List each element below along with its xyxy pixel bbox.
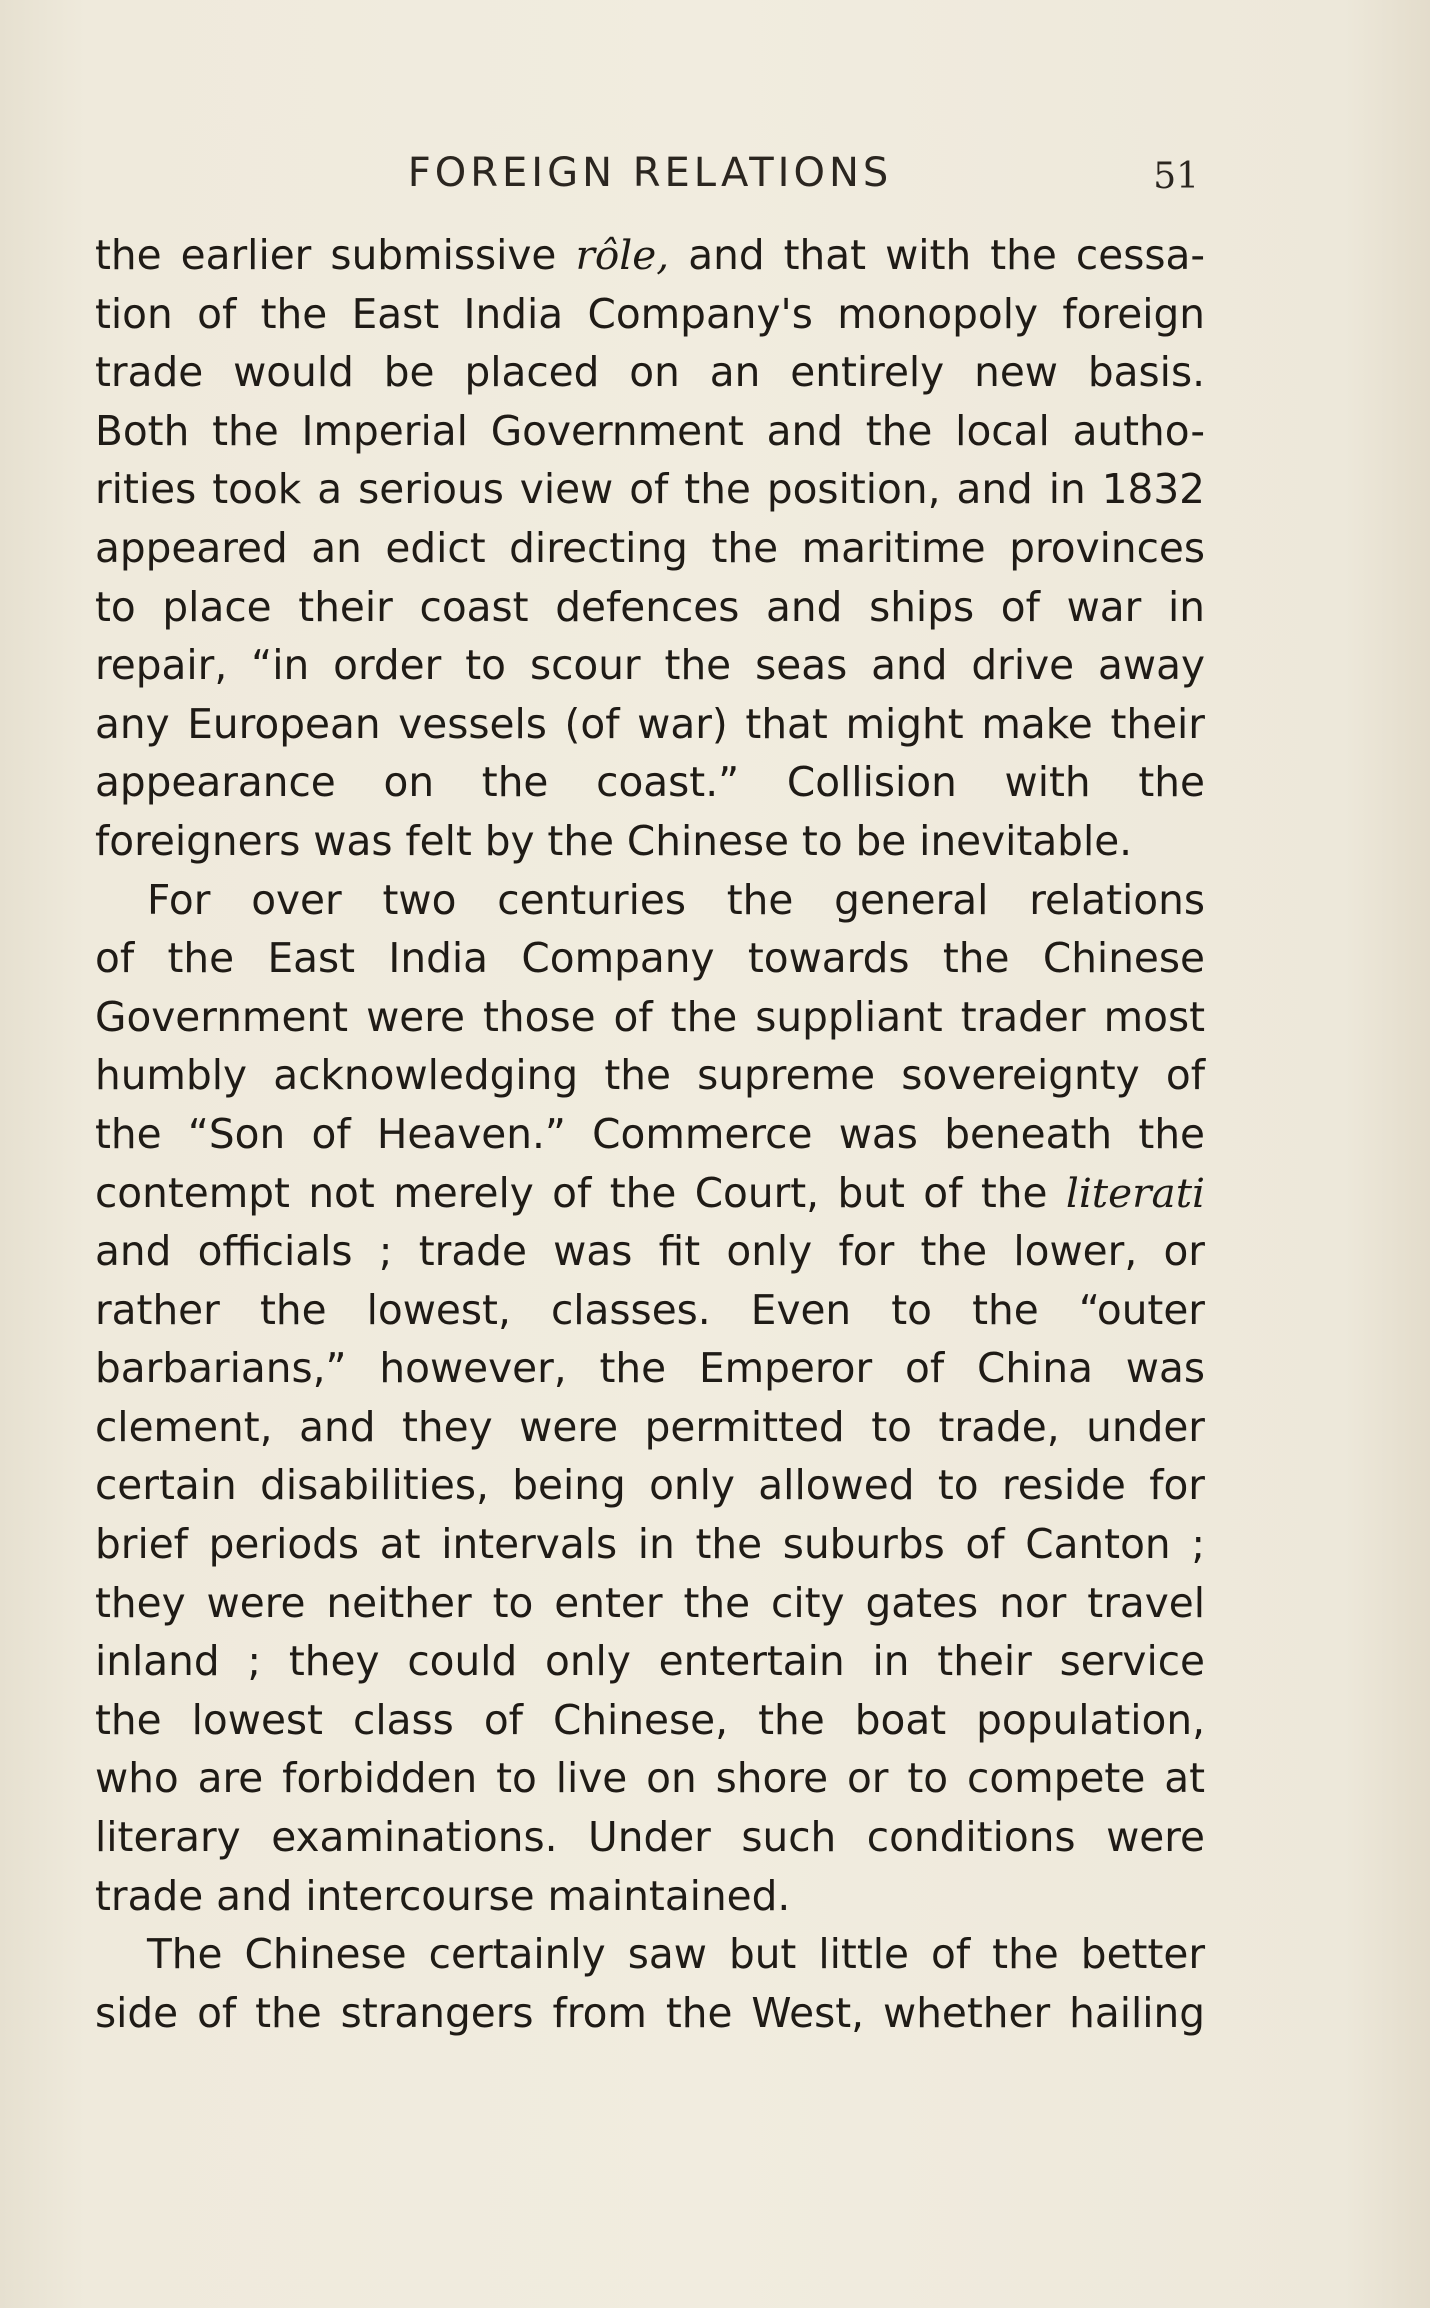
text-line <box>95 636 1205 695</box>
text-line <box>95 402 1205 461</box>
text-line <box>95 929 1205 988</box>
text-line <box>95 226 1205 285</box>
text-line <box>95 519 1205 578</box>
text-segment: the earlier submissive <box>95 231 576 279</box>
text-segment: appearance on the coast.” Collision with the <box>95 758 1205 807</box>
text-segment: who are forbidden to live on shore or to compete at <box>95 1754 1205 1803</box>
text-line <box>95 1749 1205 1808</box>
text-line <box>95 988 1205 1047</box>
text-line <box>95 695 1205 754</box>
text-line <box>95 1222 1205 1281</box>
text-line <box>95 1046 1205 1105</box>
text-segment: literary examinations. Under such conditions were <box>95 1813 1205 1862</box>
text-segment: and that with the cessa- <box>669 231 1205 279</box>
page-number: 51 <box>1153 156 1199 197</box>
text-line <box>95 871 1205 930</box>
text-segment: rities took a serious view of the position, and in 1832 <box>95 465 1205 514</box>
text-segment: rather the lowest, classes. Even to the “outer <box>95 1285 1205 1334</box>
text-segment: contempt not merely of the Court, but of the <box>95 1168 1066 1217</box>
text-line <box>95 285 1205 344</box>
text-segment: any European vessels (of war) that might make their <box>95 699 1205 748</box>
text-line <box>95 812 1205 871</box>
text-segment: foreigners was felt by the Chinese to be inevitable. <box>95 816 1133 865</box>
text-line <box>95 1925 1205 1984</box>
text-segment: repair, “in order to scour the seas and drive away <box>95 641 1205 690</box>
page-header <box>95 146 1205 206</box>
text-line <box>95 1105 1205 1164</box>
text-line <box>95 578 1205 637</box>
text-line <box>95 1456 1205 1515</box>
text-segment: certain disabilities, being only allowed to reside for <box>95 1461 1205 1510</box>
text-segment: the lowest class of Chinese, the boat population, <box>95 1695 1205 1744</box>
text-segment: they were neither to enter the city gates nor travel <box>95 1578 1205 1627</box>
italic-segment: rôle, <box>575 231 670 279</box>
text-segment: the “Son of Heaven.” Commerce was beneath the <box>95 1109 1205 1158</box>
text-segment: humbly acknowledging the supreme sovereignty of <box>95 1051 1205 1100</box>
text-line <box>95 1515 1205 1574</box>
text-segment: Government were those of the suppliant trader most <box>95 992 1205 1041</box>
running-head: FOREIGN RELATIONS <box>407 150 893 196</box>
text-segment: clement, and they were permitted to trade, under <box>95 1402 1205 1451</box>
body-text <box>95 226 1205 2042</box>
text-segment: Both the Imperial Government and the local autho- <box>95 406 1205 455</box>
text-segment: barbarians,” however, the Emperor of China was <box>95 1344 1205 1393</box>
text-segment: For over two centuries the general relations <box>147 875 1205 924</box>
text-line <box>95 1691 1205 1750</box>
text-line <box>95 343 1205 402</box>
text-line <box>95 460 1205 519</box>
text-segment: side of the strangers from the West, whether hailing <box>95 1988 1205 2037</box>
text-line <box>95 1867 1205 1926</box>
text-segment: tion of the East India Company's monopoly foreign <box>95 289 1205 338</box>
text-line <box>95 1984 1205 2043</box>
text-segment: of the East India Company towards the Chinese <box>95 934 1205 983</box>
italic-segment: literati <box>1065 1168 1205 1217</box>
text-line <box>95 1164 1205 1223</box>
text-segment: brief periods at intervals in the suburbs of Canton ; <box>95 1520 1205 1569</box>
text-line <box>95 1632 1205 1691</box>
text-line <box>95 1339 1205 1398</box>
text-line <box>95 1398 1205 1457</box>
text-segment: trade would be placed on an entirely new basis. <box>95 348 1205 397</box>
text-segment: and officials ; trade was fit only for the lower, or <box>95 1227 1205 1276</box>
text-segment: appeared an edict directing the maritime provinces <box>95 523 1205 572</box>
text-line <box>95 1574 1205 1633</box>
text-segment: The Chinese certainly saw but little of the better <box>147 1930 1205 1979</box>
text-line <box>95 1281 1205 1340</box>
text-line <box>95 753 1205 812</box>
text-segment: inland ; they could only entertain in their service <box>95 1637 1205 1686</box>
text-segment: trade and intercourse maintained. <box>95 1871 791 1920</box>
text-segment: to place their coast defences and ships of war in <box>95 582 1205 631</box>
text-line <box>95 1808 1205 1867</box>
